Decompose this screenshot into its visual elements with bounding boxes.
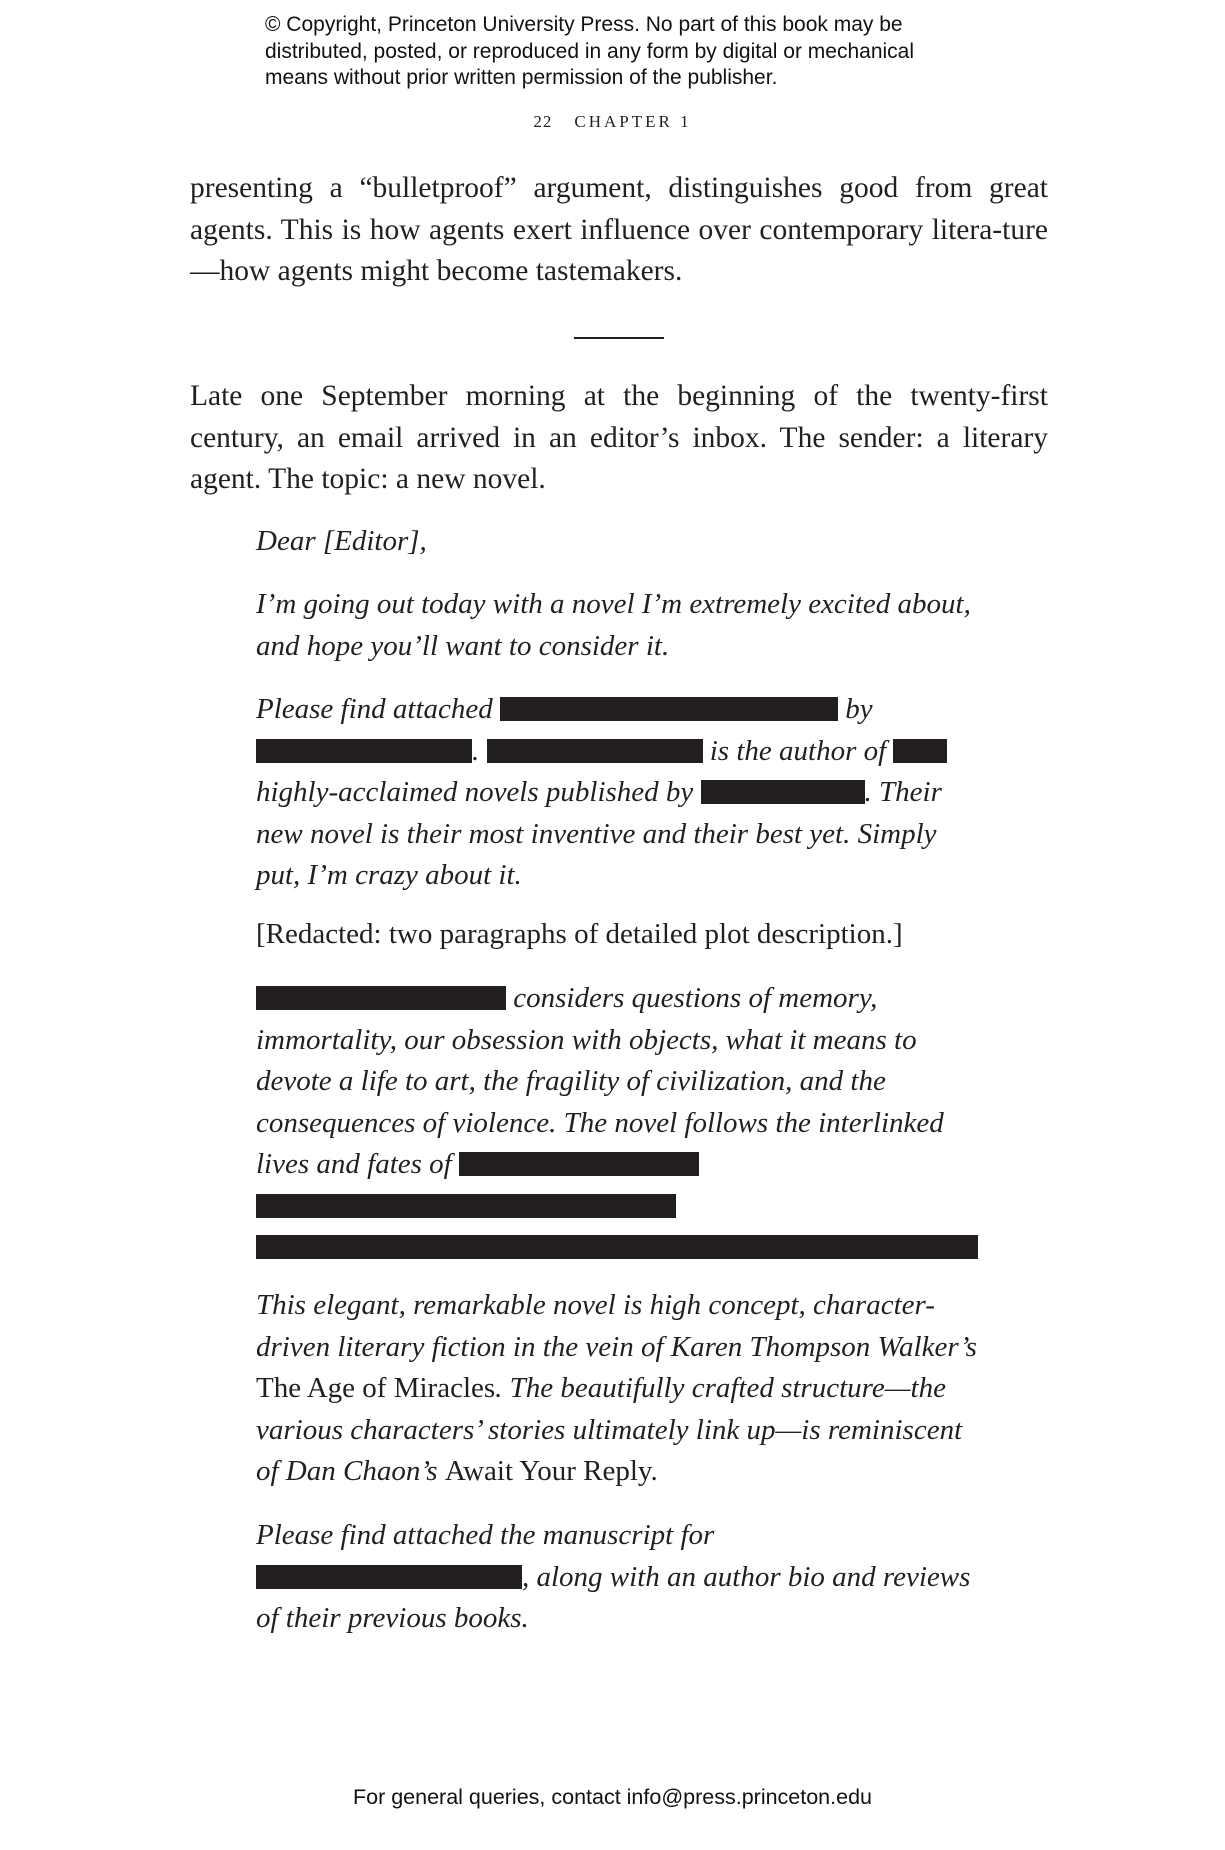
manuscript-text-2: , along with an author bio and reviews of their previous books. [256, 1560, 971, 1634]
attached-text-1: Please find attached [256, 693, 493, 725]
elegant-text-3: . [650, 1455, 658, 1487]
paragraph-bulletproof: presenting a “bulletproof” argument, distinguishes good from great agents. This is how agents exert influence over contemporary litera-ture—how agents might become tastemakers. [190, 172, 1048, 287]
section-divider [574, 337, 664, 339]
redaction-bar [256, 1565, 522, 1589]
attached-text-6: . Their new novel is their most inventive and their best yet. Simply put, I’m crazy about it. [256, 776, 942, 891]
redaction-bar [487, 739, 703, 763]
attached-text-5: highly-acclaimed novels published by [256, 776, 694, 808]
letter-salutation: Dear [Editor], [256, 525, 427, 557]
paragraph-september-email: Late one September morning at the beginning of the twenty-first century, an email arrived in an editor’s inbox. The sender: a literary agent. The topic: a new novel. [190, 380, 1048, 495]
letter-attached-paragraph [256, 689, 986, 897]
redaction-bar [256, 1194, 676, 1218]
book-title-await-your-reply: Await Your Reply [444, 1455, 651, 1487]
book-title-age-of-miracles: The Age of Miracles [256, 1372, 496, 1404]
considers-text: considers questions of memory, immortality, our obsession with objects, what it means to devote a life to art, the fragility of civilization, and the consequences of violence. The novel follows the interlinked lives and fates of [256, 982, 944, 1180]
chapter-label: CHAPTER 1 [574, 112, 692, 131]
attached-text-2: by [845, 693, 873, 725]
elegant-text-1: This elegant, remarkable novel is high concept, character-driven literary fiction in the vein of Karen Thompson Walker’s [256, 1289, 977, 1363]
letter-considers-paragraph [256, 978, 986, 1259]
manuscript-text-1: Please find attached the manuscript for [256, 1519, 715, 1551]
page-number: 22 [533, 112, 553, 131]
redaction-bar [701, 780, 865, 804]
letter-manuscript-paragraph [256, 1515, 986, 1640]
running-head [0, 112, 1225, 132]
redaction-bar [893, 739, 947, 763]
attached-text-4: is the author of [709, 734, 887, 767]
attached-text-3: . [472, 734, 480, 767]
redaction-bar [256, 986, 506, 1010]
elegant-text-2: . The beautifully crafted structure—the various characters’ stories ultimately link up—is reminiscent of Dan Chaon’s [256, 1372, 963, 1487]
letter-going-out: I’m going out today with a novel I’m extremely excited about, and hope you’ll want to consider it. [256, 588, 971, 662]
redacted-plot-note: [Redacted: two paragraphs of detailed plot description.] [256, 918, 903, 950]
redaction-bar [256, 1235, 978, 1259]
letter-elegant-paragraph [256, 1285, 986, 1493]
copyright-notice: © Copyright, Princeton University Press. No part of this book may be distributed, posted, or reproduced in any form by digital or mechanical means without prior written permission of the publisher. [265, 13, 915, 89]
redaction-bar [500, 697, 838, 721]
redaction-bar [256, 739, 472, 763]
footer-contact: For general queries, contact info@press.princeton.edu [352, 1785, 872, 1809]
redaction-bar [459, 1152, 699, 1176]
